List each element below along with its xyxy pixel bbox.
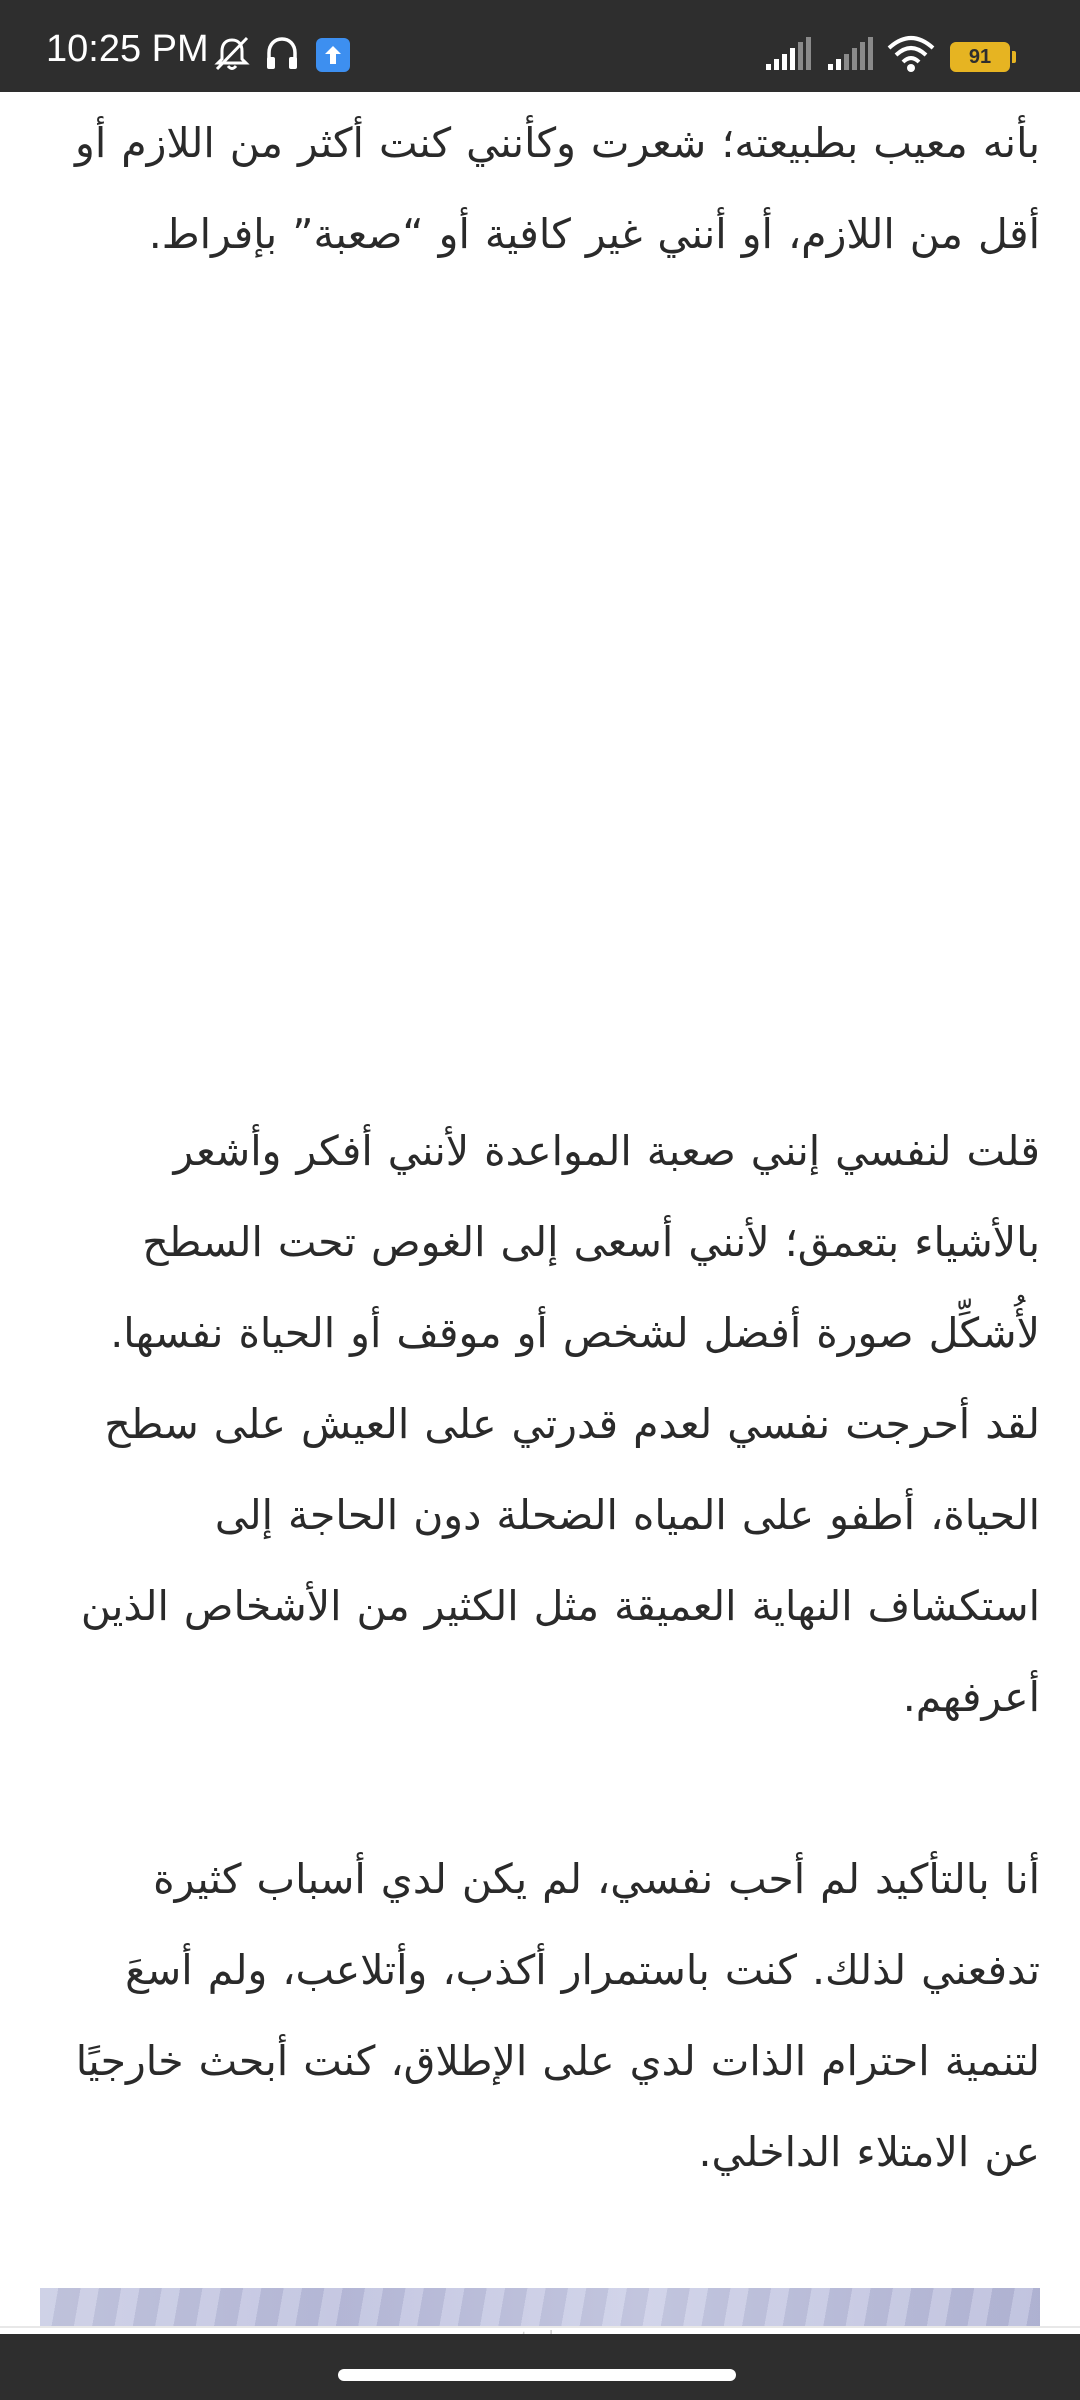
signal-icon <box>826 36 876 72</box>
paragraph-line: لتنمية احترام الذات لدي على الإطلاق، كنت أبحث خارجيًا <box>75 2037 1040 2085</box>
home-indicator[interactable] <box>338 2369 736 2381</box>
paragraph-line: لأُشكِّل صورة أفضل لشخص أو موقف أو الحياة نفسها. <box>110 1309 1040 1357</box>
article-paragraph <box>40 1106 1040 1743</box>
signal-icon <box>764 36 814 72</box>
paragraph-line: استكشاف النهاية العميقة مثل الكثير من الأشخاص الذين <box>80 1582 1040 1630</box>
paragraph-line: أقل من اللازم، أو أنني غير كافية أو “صعبة” بإفراط. <box>148 210 1040 258</box>
battery-level: 91 <box>968 46 992 68</box>
paragraph-line: قلت لنفسي إنني صعبة المواعدة لأنني أفكر وأشعر <box>173 1127 1040 1175</box>
paragraph-line: أنا بالتأكيد لم أحب نفسي، لم يكن لدي أسباب كثيرة <box>153 1855 1040 1903</box>
battery-icon <box>950 42 1016 72</box>
upload-icon <box>316 38 350 72</box>
article-paragraph <box>40 1834 1040 2198</box>
paragraph-line: تدفعني لذلك. كنت باستمرار أكذب، وأتلاعب، ولم أسعَ <box>125 1946 1040 1994</box>
article-paragraph <box>40 98 1040 280</box>
paragraph-line: الحياة، أطفو على المياه الضحلة دون الحاجة إلى <box>214 1491 1040 1539</box>
paragraph-line: بأنه معيب بطبيعته؛ شعرت وكأنني كنت أكثر من اللازم أو <box>75 119 1040 167</box>
paragraph-line: عن الامتلاء الداخلي. <box>698 2128 1040 2176</box>
navigation-bar <box>0 2334 1080 2400</box>
wifi-icon <box>886 34 936 74</box>
paragraph-line: بالأشياء بتعمق؛ لأنني أسعى إلى الغوص تحت السطح <box>142 1218 1040 1266</box>
headset-icon <box>262 34 302 74</box>
paragraph-line: لقد أحرجت نفسي لعدم قدرتي على العيش على سطح <box>104 1400 1040 1448</box>
status-time: 10:25 PM <box>46 28 209 70</box>
article-image[interactable] <box>40 2288 1040 2328</box>
status-bar <box>0 0 1080 92</box>
paragraph-line: أعرفهم. <box>902 1673 1040 1721</box>
bell-off-icon <box>212 34 252 74</box>
